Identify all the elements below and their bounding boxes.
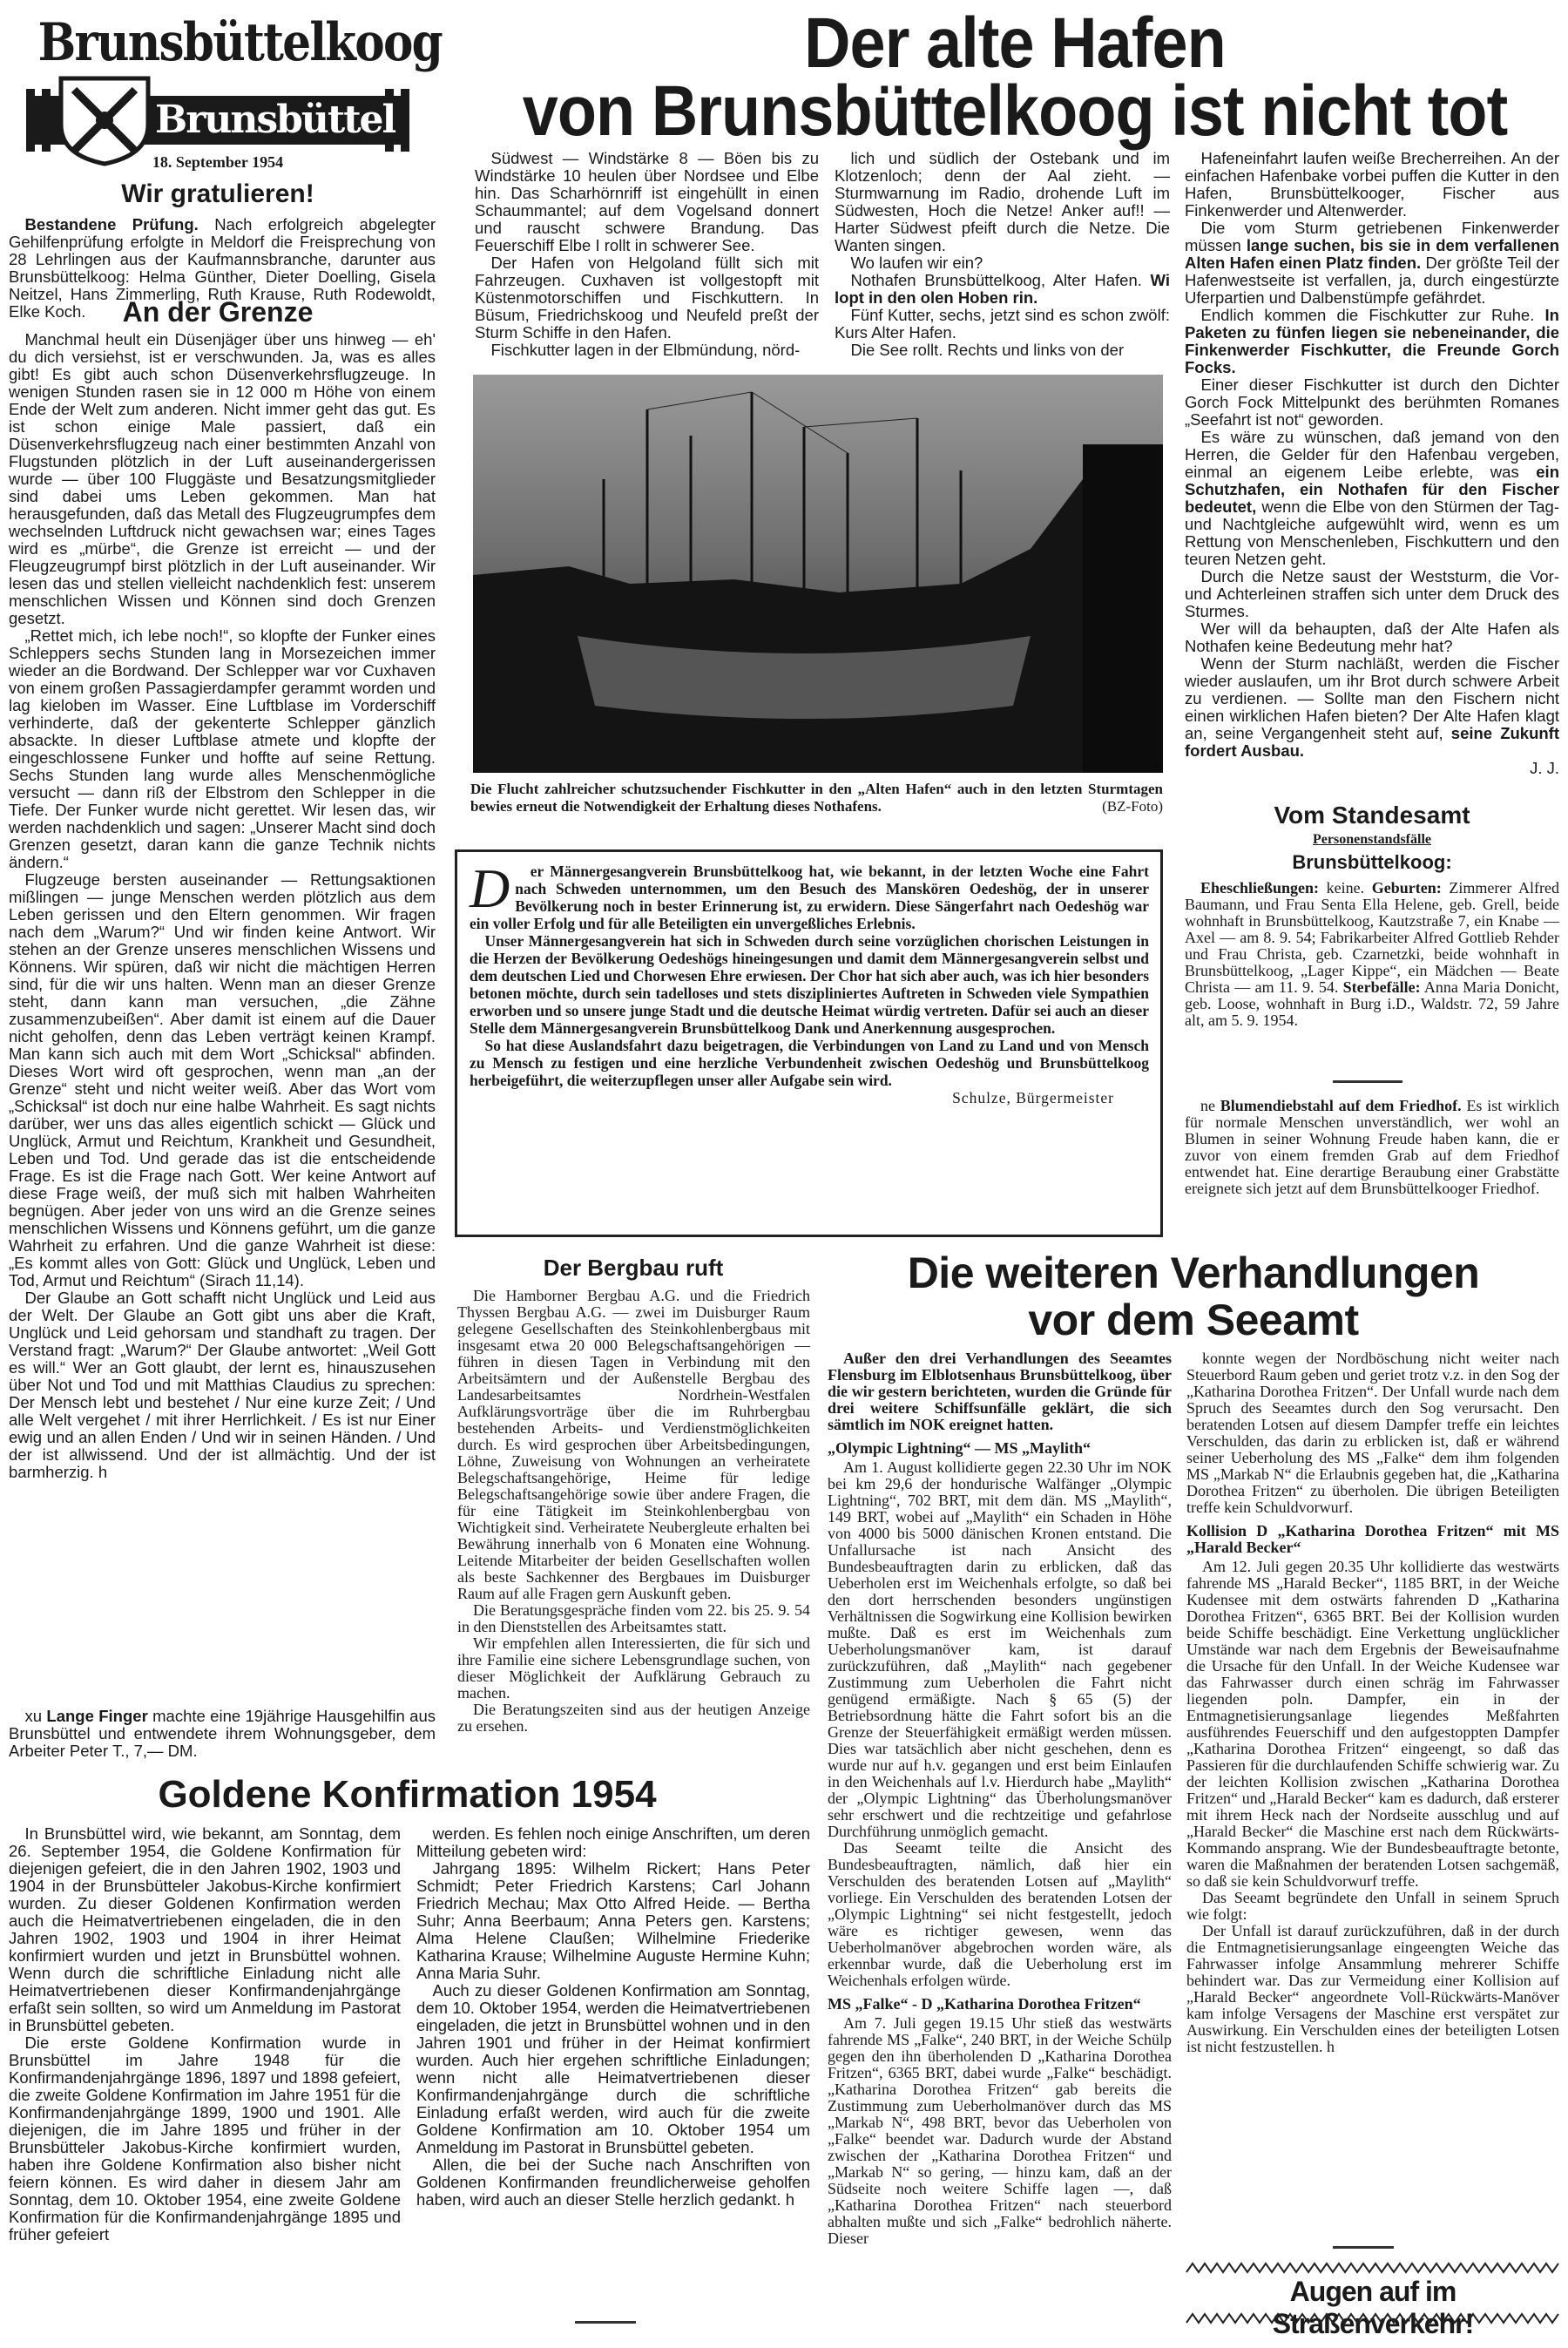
- paragraph: [416, 1860, 810, 1982]
- paragraph: [835, 342, 1170, 359]
- text: Die Beratungsgespräche finden vom 22. bis 25. 9. 54 in den Dienststellen des Arbeitsamtes statt.: [457, 1601, 810, 1635]
- text: Einer dieser Fischkutter ist durch den Dichter Gorch Fock Mittelpunkt des berühmten Romanes „Seefahrt ist not“ geworden.: [1185, 376, 1559, 429]
- text: Es ist wirklich für normale Menschen unverständlich, wer wohl an Blumen in seiner Wohnung Freude haben kann, die er zuvor von einem fremden Grab auf dem Friedhof entwendet hat. Eine derartige Beraubung einer Grabstätte ereignete sich jetzt auf dem Brunsbüttelkooger Friedhof.: [1185, 1097, 1559, 1197]
- paragraph: [475, 254, 819, 342]
- maennergesangverein-box: [455, 849, 1163, 1237]
- text: Das Seeamt begründete den Unfall in seinem Spruch wie folgt:: [1186, 1889, 1559, 1923]
- text: Der Unfall ist darauf zurückzuführen, daß in der durch die Entmagnetisierungsanlage eingeengten Weiche das Fahrwasser infolge Ansammlung mehrerer Schiffe behindert war. Das zur Vermeidung einer Kollision auf „Harald Becker“ angeordnete Voll-Rückwärts-Manöver kam infolge Versagens der Maschine erst verspätet zur Auswirkung. Ein Verschulden eines der beteiligten Lotsen ist nicht festzustellen. h: [1186, 1922, 1559, 2055]
- text: Anna Maria Donicht, geb. Loose, wohnhaft in Burg i.D., Waldstr. 72, 59 Jahre alt, am 5. 9. 1954.: [1185, 978, 1560, 1029]
- text: MS „Falke“ - D „Katharina Dorothea Fritzen“: [828, 1995, 1141, 2013]
- divider: [1333, 1080, 1402, 1083]
- text: Flugzeuge bersten auseinander — Rettungsaktionen mißlingen — junge Menschen werden plötzlich aus dem Leben gerissen und den Eltern genommen. Wir fragen nach dem „Warum?“ Und wir finden keine Antwort. Wir stehen an der Grenze unseres menschlichen Wissens und Könnens. Wir spüren, daß wir nicht die mächtigen Herren sind, für die wir uns halten. Wenn man an dieser Grenze steht, dann kann man versuchen, „die Zähne zusammenzubeißen“. Aber damit ist einem auf die Dauer nicht geholfen, denn das Leben verträgt keinen Krampf. Man kann sich auch mit dem Wort „Schicksal“ abfinden. Dieses Wort wird oft gesprochen, wenn man „an der Grenze“ steht und nicht weiter weiß. Aber das Wort vom „Schicksal“ ist doch nur eine halbe Wahrheit. Es sagt nichts darüber, wer uns das alles eigentlich schickt — Glück und Unglück, Armut und Reichtum, Krankheit und Gesundheit, Leben und Tod. Und gerade das ist die entscheidende Frage. Es ist die Frage nach Gott. Wer keine Antwort auf diese Frage weiß, der muß sich mit halben Wahrheiten begnügen. Aber jeder von uns wird an die Grenze seines menschlichen Wissens und Könnens geführt, um die ganze Wahrheit zu erfahren. Und die ganze Wahrheit ist diese: „Es kommt alles von Gott: Glück und Unglück, Leben und Tod, Armut und Reichtum“ (Sirach 11,14).: [9, 870, 436, 1289]
- goldene-column-2: [416, 1825, 810, 2313]
- text: lich und südlich der Ostebank und im Klotzenloch; denn der Aal zieht. — Sturmwarnung im Radio, drohende Luft im Südwesten, Hoch die Netze! Anker auf!! — Harter Südwest pfeift durch die Netze. Die Wanten singen.: [835, 149, 1170, 254]
- text: Der Hafen von Helgoland füllt sich mit Fahrzeugen. Cuxhaven ist vollgestopft mit Küstenmotorschiffen und Fischkuttern. In Büsum, Friedrichskoog und Neufeld preßt der Sturm Schiffe in den Hafen.: [475, 254, 819, 342]
- divider: [1333, 2246, 1394, 2249]
- text: machte eine 19jährige Hausgehilfin aus Brunsbüttel und entwendete ihrem Wohnungsgeber, dem Arbeiter Peter T., 7,— DM.: [9, 1707, 436, 1760]
- subheading: [1186, 1523, 1559, 1556]
- subheading: [828, 1996, 1172, 2013]
- bold-text: Außer den drei Verhandlungen des Seeamtes Flensburg im Elblotsenhaus Brunsbüttelkoog, über die wir gestern berichteten, wurden die Gründe für drei weitere Schiffsunfälle geklärt, die sich sämtlich im NOK ereignet hatten.: [828, 1350, 1172, 1433]
- text: keine.: [1319, 879, 1372, 897]
- bold-text: So hat diese Auslandsfahrt dazu beigetragen, die Verbindungen von Land zu Land und von Mensch zu Mensch zu festigen und eine herzliche Verbundenheit zwischen Oedeshög und Brunsbüttelkoog herbeigeführt, die weiterzupflegen unser aller Aufgabe sein wird.: [470, 1037, 1149, 1089]
- text: Es wäre zu wünschen, daß jemand von den Herren, die Gelder für den Hafenbau vergeben, einmal an eigenem Leibe erlebte, was: [1185, 428, 1559, 481]
- bold-text: er Männergesangverein Brunsbüttelkoog hat, wie bekannt, in der letzten Woche eine Fahrt nach Schweden unternommen, um den Besuch des Manskören Oedeshög, der in unserer Bevölkerung noch in bester Erinnerung ist, zu erwidern. Diese Sängerfahrt nach Oedeshög war ein voller Erfolg und für alle Beteiligten ein unvergeßliches Erlebnis.: [470, 863, 1149, 932]
- text: „Olympic Lightning“ — MS „Maylith“: [828, 1439, 1092, 1457]
- paragraph: [470, 932, 1149, 1037]
- heading-bergbau: Der Bergbau ruft: [543, 1255, 724, 1281]
- paragraph: [1185, 376, 1559, 429]
- text: Wo laufen wir ein?: [850, 254, 983, 272]
- hafen-column-2: [835, 150, 1170, 372]
- traffic-safety-slogan: Augen auf im Straßenverkehr!: [1272, 2276, 1474, 2339]
- paragraph: [9, 331, 436, 627]
- hafen-column-3: [1185, 150, 1559, 799]
- text: ne: [1200, 1097, 1220, 1114]
- text: Die Beratungszeiten sind aus der heutigen Anzeige zu ersehen.: [457, 1701, 810, 1735]
- heading-seeamt-line-2: vor dem Seeamt: [1028, 1296, 1359, 1344]
- paragraph: [1186, 1559, 1559, 1890]
- zigzag-border-top: [1186, 2262, 1559, 2274]
- heading-seeamt-line-1: Die weiteren Verhandlungen: [907, 1248, 1480, 1297]
- photo-credit: (BZ-Foto): [1102, 798, 1163, 815]
- text: Durch die Netze saust der Weststurm, die Vor- und Achterleinen straffen sich unter dem Druck des Sturmes.: [1185, 567, 1559, 620]
- masthead-title: Brunsbüttelkoog: [37, 12, 443, 73]
- paragraph: [835, 272, 1170, 307]
- heading-an-der-grenze: An der Grenze: [122, 296, 314, 328]
- paragraph: [828, 1459, 1172, 1840]
- harbor-photo: [473, 375, 1163, 773]
- goldene-column-1: [9, 1825, 401, 2339]
- paragraph: [1186, 1890, 1559, 1923]
- article-bergbau: [457, 1288, 810, 1745]
- headline-line-2: von Brunsbüttelkoog ist nicht tot: [522, 71, 1508, 151]
- text: Wenn der Sturm nachläßt, werden die Fischer wieder auslaufen, um ihr Brot durch schwere Arbeit zu verdienen. — Sollte man den Fischern nicht einen wirklichen Hafen bieten? Der Alte Hafen klagt an, seine Vergangenheit steht auf,: [1185, 654, 1559, 742]
- paragraph: [416, 1982, 810, 2156]
- paragraph: [1185, 655, 1559, 760]
- bold-text: Sterbefälle:: [1342, 978, 1421, 996]
- standesamt-entries: [1185, 880, 1559, 1067]
- bold-text: Eheschließungen:: [1200, 879, 1320, 897]
- issue-date: 18. September 1954: [152, 153, 284, 171]
- paragraph: [457, 1602, 810, 1635]
- text: Fünf Kutter, sechs, jetzt sind es schon zwölf: Kurs Alter Hafen.: [835, 306, 1170, 342]
- bold-text: Blumendiebstahl auf dem Friedhof.: [1220, 1097, 1462, 1114]
- paragraph: [9, 871, 436, 1289]
- masthead-crest-row: [26, 77, 409, 164]
- paragraph: [9, 2034, 401, 2243]
- text: „Rettet mich, ich lebe noch!“, so klopfte der Funker eines Schleppers sechs Stunden lang in Morsezeichen immer wieder an die Bordwand. Der Schlepper war vor Cuxhaven von einem großen Passagierdampfer gerammt worden und lag kieloben im Wasser. Eine Luftblase im Vorderschiff verhinderte, daß der gekenterte Schlepper gänzlich absackte. In dieser Luftblase atmete und klopfte der eingeschlossene Funker und hoffte auf seine Rettung. Sechs Stunden lang wurde alles Menschenmögliche versucht — dann riß der Elbstrom den Schlepper in die Tiefe. Der Funker wurde nicht gerettet. Wir lesen das, wir werden nachdenklich und sagen: „Unserer Macht sind doch Grenzen gesetzt, daran kann die ganze Technik nichts ändern.“: [9, 626, 436, 871]
- text: Der größte Teil der Hafenwestseite ist verfallen, ja, durch eingestürzte Uferpartien und Dalbenstümpfe gefährdet.: [1185, 254, 1559, 307]
- article-lange-finger: [9, 1708, 436, 1763]
- paragraph: [828, 2015, 1172, 2247]
- text: Südwest — Windstärke 8 — Böen bis zu Windstärke 10 heulen über Nordsee und Elbe hin. Das Scharhörnriff ist eingehüllt in einen Schaummantel; auf dem Vogelsand donnert und rauscht schwere Brandung. Das Feuerschiff Elbe I rollt in schwerer See.: [475, 149, 819, 254]
- signature: Schulze, Bürgermeister: [952, 1089, 1114, 1106]
- subheading: [828, 1440, 1172, 1457]
- text: xu: [24, 1707, 47, 1725]
- paragraph: [1185, 220, 1559, 307]
- paragraph: [828, 1840, 1172, 1989]
- seeamt-column-2: [1186, 1350, 1559, 2235]
- text: Wir empfehlen allen Interessierten, die für sich und ihre Familie eine sichere Lebensgrundlage suchen, von dieser Möglichkeit der Aufklärung Gebrauch zu machen.: [457, 1634, 810, 1702]
- headline-line-1: Der alte Hafen: [804, 3, 1226, 83]
- paragraph: [9, 1289, 436, 1481]
- text: Nach erfolgreich abgelegter Gehilfenprüfung erfolgte in Meldorf die Freisprechung von 28 Lehrlingen aus der Kaufmannsbranche, darunter aus Brunsbüttelkoog: Helma Günther, Dieter Doelling, Gisela Neitzel, Hans Zimmerling, Ruth Krause, Ruth Rodewoldt, Elke Koch.: [9, 215, 436, 321]
- heading-wir-gratulieren: Wir gratulieren!: [121, 179, 314, 208]
- text: wenn die Elbe von den Stürmen der Tag- und Nachtgleiche aufgewühlt wird, wenn es um Rettung von Menschenleben, Fischkuttern und den teuren Netzen geht.: [1185, 497, 1559, 568]
- paragraph: [9, 627, 436, 871]
- drop-cap: D: [470, 857, 510, 919]
- bold-text: Geburten:: [1371, 879, 1442, 897]
- zigzag-border-bottom: [1186, 2312, 1559, 2324]
- paragraph: [457, 1702, 810, 1735]
- text: Zimmerer Alfred Baumann, und Frau Senta Ella Helene, geb. Grell, beide wohnhaft in Brunsbüttelkoog, Kautzstraße 7, ein Knabe — Axel — am 8. 9. 54; Fabrikarbeiter Alfred Gottlieb Rehder und Frau Christa, geb. Czarnetzki, beide wohnhaft in Brunsbüttelkoog, „Lager Kippe“, ein Mädchen — Beate Christa — am 11. 9. 54.: [1185, 879, 1559, 996]
- article-an-der-grenze: [9, 331, 436, 1686]
- paragraph: [835, 254, 1170, 272]
- paragraph: [416, 2156, 810, 2209]
- paragraph: [416, 1825, 810, 1860]
- text: Kollision D „Katharina Dorothea Fritzen“ mit MS „Harald Becker“: [1186, 1522, 1559, 1556]
- text: Wer will da behaupten, daß der Alte Hafen als Nothafen keine Bedeutung mehr hat?: [1185, 619, 1559, 655]
- text: Am 12. Juli gegen 20.35 Uhr kollidierte das westwärts fahrende MS „Harald Becker“, 1185 BRT, in der Weiche Kudensee mit dem ostwärts fahrenden D „Katharina Dorothea Fritzen“, 6365 BRT. Bei der Kollision wurden beide Schiffe beschädigt. Eine Verkettung unglücklicher Umstände war nach dem Ergebnis der Beweisaufnahme die Ursache für den Unfall. In der Weiche Kudensee war das Fahrwasser durch einen schräg im Fahrwasser liegenden poln. Dampfer, ein in der Entmagnetisierungsanlage liegendes Meßfahrten ausführendes Feuerschiff und den aufgestoppten Dampfer „Katharina Dorothea Fritzen“ eingeengt, so daß das Passieren für die durchlaufenden Schiffe schwierig war. Zu der leichten Kollision zwischen „Katharina Dorothea Fritzen“ und „Harald Becker“ kam es dadurch, daß ersterer mit ihrem Heck nach der Nordseite ausschlug und auf „Harald Becker“ die Maschine erst nach dem Rückwärts-Kommando ansprang. Wie der Bundesbeauftragte betonte, waren die Maßnahmen der beratenden Lotsen sachgemäß, so daß sie kein Schuldvorwurf treffe.: [1186, 1558, 1559, 1890]
- paragraph: [1185, 568, 1559, 620]
- paragraph: [1185, 307, 1559, 376]
- heading-goldene-konfirmation: Goldene Konfirmation 1954: [158, 1773, 657, 1816]
- paragraph: [1185, 620, 1559, 655]
- bold-text: seine Zukunft fordert Ausbau.: [1185, 724, 1560, 760]
- article-blumendiebstahl: [1185, 1098, 1559, 1207]
- text: Die See rollt. Rechts und links von der: [850, 341, 1125, 359]
- maennergesangverein-paragraphs: [470, 857, 1149, 1089]
- paragraph: [470, 1037, 1149, 1089]
- standesamt-subheading: Personenstandsfälle: [1313, 832, 1431, 847]
- text: Die vom Sturm getriebenen Finkenwerder müssen: [1185, 219, 1559, 254]
- text: Manchmal heult ein Düsenjäger über uns hinweg — eh' du dich versiehst, ist er verschwunden. Ja, was es alles gibt! Es gibt auch schon Düsenverkehrsflugzeuge. In wenigen Stunden rasen sie in 12 000 m Höhe von einem Ende der Welt zum anderen. Nicht immer geht das gut. Es ist schon einige Male passiert, daß ein Düsenverkehrsflugzeug nach einer bestimmten Anzahl von Flugstunden plötzlich in der Luft auseinandergerissen wurde — über 100 Fluggäste und Besatzungsmitglieder sind dabei ums Leben gekommen. Man hat herausgefunden, daß das Metall des Flugzeugrumpfes dem wechselnden Luftdruck nicht gewachsen war; eines Tages wird es „mürbe“, die Grenze ist erreicht — und der Fleugzeugrumpf birst plötzlich in der Luft auseinander. Wir lesen das und stellen vielleicht nachdenklich fest: unserem menschlichen Wissen und Können sind doch Grenzen gesetzt.: [9, 330, 436, 627]
- text: Jahrgang 1895: Wilhelm Rickert; Hans Peter Schmidt; Peter Friedrich Karstens; Carl Johann Friedrich Mechau; Max Otto Alfred Heide. — Bertha Suhr; Anna Beerbaum; Anna Peters gen. Karstens; Alma Helene Claußen; Wilhelmine Friederike Katharina Krause; Wilhelmine Auguste Hermine Kuhn; Anna Maria Suhr.: [416, 1859, 810, 1982]
- divider: [575, 2321, 636, 2324]
- paragraph: [1185, 1098, 1559, 1197]
- text: Auch zu dieser Goldenen Konfirmation am Sonntag, dem 10. Oktober 1954, werden die Heimatvertriebenen eingeladen, die jetzt in Brunsbüttel wohnen und in den Jahren 1901 und früher in der Heimat konfirmiert wurden. Auch hier ergehen schriftliche Einladungen; wenn nicht alle Heimatvertriebenen dieser Konfirmandenjahrgänge durch die schriftliche Einladung erfaßt werden, wird auch für die zweite Goldene Konfirmation am 10. Oktober 1954 um Anmeldung im Pastorat in Brunsbüttel gebeten.: [416, 1981, 810, 2156]
- bold-text: Bestandene Prüfung.: [24, 215, 199, 233]
- text: konnte wegen der Nordböschung nicht weiter nach Steuerbord Raum geben und geriet trotz v.z. in den Sog der „Katharina Dorothea Fritzen“. Der Unfall wurde nach dem Spruch des Seeamtes durch den Sog verursacht. Den beratenden Lotsen auf diesem Dampfer treffe ein leichtes Verschulden, das darin zu erblicken ist, daß er während seiner Ueberholung des MS „Falke“ dem ihm folgenden MS „Markab N“ die Erlaubnis gegeben hat, die „Katharina Dorothea Fritzen“ zu überholen. Die übrigen Beteiligten treffe kein Schuldvorwurf.: [1186, 1350, 1559, 1516]
- paragraph: [1186, 1350, 1559, 1516]
- hafen-column-1: [475, 150, 819, 372]
- paragraph: [457, 1288, 810, 1602]
- bold-text: lange suchen, bis sie in dem verfallenen Alten Hafen einen Platz finden.: [1185, 236, 1559, 272]
- paragraph: [9, 1825, 401, 2034]
- bold-text: Wi lopt in den olen Hoben rin.: [835, 271, 1170, 307]
- text: Endlich kommen die Fischkutter zur Ruhe.: [1200, 306, 1545, 324]
- paragraph: [457, 1635, 810, 1702]
- paragraph: [835, 307, 1170, 342]
- caption-text: Die Flucht zahlreicher schutzsuchender Fischkutter in den „Alten Hafen“ auch in den letzten Sturmtagen bewies erneut die Notwendigkeit der Erhaltung dieses Nothafens.: [470, 781, 1163, 815]
- bold-text: In Paketen zu fünfen liegen sie nebeneinander, die Finkenwerder Fischkutter, die Freunde Gorch Focks.: [1185, 306, 1559, 376]
- paragraph: [1185, 150, 1559, 220]
- text: Der Glaube an Gott schafft nicht Unglück und Leid aus der Welt. Der Glaube an Gott gibt uns aber die Kraft, Unglück und Leid gehorsam und standhaft zu tragen. Der Verstand fragt: „Warum?“ Der Glaube antwortet: „Weil Gott es will.“ Wer an Gott glaubt, der lernt es, hinauszusehen über Not und Tod und mit Matthias Claudius zu sprechen: Der Mensch lebt und bestehet / Nur eine kurze Zeit; / Und alle Welt vergehet / mit ihrer Herrlichkeit. / Es ist nur Einer ewig und an allen Enden / Und wir in seinen Händen. / Und der ist allwissend. Und der ist allmächtig. Und der ist barmherzig. h: [9, 1289, 436, 1481]
- paragraph: [475, 150, 819, 254]
- text: Am 7. Juli gegen 19.15 Uhr stieß das westwärts fahrende MS „Falke“, 240 BRT, in der Weiche Schülp gegen den ihn überholenden D „Katharina Dorothea Fritzen“, 6365 BRT, dabei wurde „Falke“ beschädigt. „Katharina Dorothea Fritzen“ gab bereits die Zustimmung zum Ueberholmanöver durch das MS „Markab N“, 498 BRT, bevor das Ueberholen von „Falke“ beendet war. Dadurch wurde der Abstand zwischen der „Katharina Dorothea Fritzen“ und „Markab N“ so gering, — hinzu kam, daß an der Südseite noch weitere Schiffe lagen —, daß „Katharina Dorothea Fritzen“ nach steuerbord abhalten mußte und sich „Falke“ bedrohlich näherte. Dieser: [828, 2014, 1172, 2247]
- text: Am 1. August kollidierte gegen 22.30 Uhr im NOK bei km 29,6 der hondurische Walfänger „Olympic Lightning“, 702 BRT, mit dem dän. MS „Maylith“, 149 BRT, wobei auf „Maylith“ ein Schaden in Höhe von 4000 bis 5000 dänischen Kronen entstand. Die Unfallursache ist nach Ansicht des Bundesbeauftragten darin zu erblicken, daß das Ueberholen erst im Weichenhals erfolgte, so daß bei den dort herrschenden besonders ungünstigen Verhältnissen die Sogwirkung eine Kollision bewirken mußte. Daß es erst im Weichenhals zum Ueberholungsmanöver kam, ist darauf zurückzuführen, daß „Maylith“ nach gegebener Zustimmung zum Ueberholen die Fahrt nicht genügend ermäßigte. Nach § 65 (5) der Betriebsordnung hätte die Fahrt sofort bis an die Grenze der Steuerfähigkeit ermäßigt werden müssen. Dies war tatsächlich aber nicht geschehen, denn es wurde nur auf h.v. gegangen und erst beim Einlaufen in den Weichenhals auf l.v. Hierdurch habe „Maylith“ der „Olympic Lightning“ das Überholungsmanöver sehr erschwert und die rechtzeitige und gefahrlose Durchführung unmöglich gemacht.: [828, 1458, 1172, 1840]
- text: In Brunsbüttel wird, wie bekannt, am Sonntag, dem 26. September 1954, die Goldene Konfirmation für diejenigen gefeiert, die in den Jahren 1902, 1903 und 1904 in der Brunsbütteler Jakobus-Kirche konfirmiert wurden. Zu dieser Goldenen Konfirmation werden auch die Heimatvertriebenen eingeladen, die in den Jahren 1902, 1903 und 1904 in ihrer Heimat konfirmiert wurden und jetzt in Brunsbüttel wohnen. Wenn durch die schriftliche Einladung nicht alle Heimatvertriebenen dieser Konfirmandenjahrgänge erfaßt sein sollten, so wird um Anmeldung im Pastorat in Brunsbüttel gebeten.: [9, 1824, 401, 2034]
- paragraph: [1185, 760, 1559, 777]
- paragraph: [828, 1350, 1172, 1433]
- paragraph: [1186, 1923, 1559, 2055]
- standesamt-place: Brunsbüttelkoog:: [1292, 851, 1452, 873]
- paragraph: [1185, 880, 1559, 1029]
- text: Nothafen Brunsbüttelkoog, Alter Hafen.: [850, 271, 1151, 289]
- photo-caption: [470, 781, 1163, 815]
- bold-text: Unser Männergesangverein hat sich in Schweden durch seine vorzüglichen chorischen Leistungen in die Herzen der Bevölkerung Oedeshögs hineingesungen und damit dem Männergesangverein selbst und dem deutschen Lied und Chorwesen Ehre erwiesen. Der Chor hat sich aber auch, was ich hier besonders betonen möchte, durch sein tadelloses und stets diszipliniertes Auftreten in Schweden viele Sympathien erworben und so unsere junge Stadt und die deutsche Heimat würdig vertreten. Dafür sei auch an dieser Stelle dem Männergesangverein Brunsbüttelkoog Dank und Anerkennung ausgesprochen.: [470, 932, 1149, 1037]
- heading-vom-standesamt: Vom Standesamt: [1274, 802, 1470, 829]
- text: J. J.: [1530, 759, 1559, 777]
- bold-text: ein Schutzhafen, ein Nothafen für den Fischer bedeutet,: [1185, 463, 1559, 516]
- text: Die Hamborner Bergbau A.G. und die Friedrich Thyssen Bergbau A.G. — zwei im Duisburger Raum gelegene Gesellschaften des Steinkohlenbergbaus mit insgesamt etwa 20 000 Belegschaftsangehörigen — führen in diesen Tagen in Verbindung mit den Arbeitsämtern und der Außenstelle Bergbau des Landesarbeitsamtes Nordrhein-Westfalen Aufklärungsvorträge über die im Ruhrbergbau bestehenden Arbeits- und Verdienstmöglichkeiten durch. Es wird gesprochen über Arbeitsbedingungen, Löhne, Zuweisung von Wohnungen an verheiratete Belegschaftsangehörige, Heime für ledige Belegschaftsangehörige sowie über andere Fragen, die für eine Tätigkeit im Steinkohlenbergbau von Wichtigkeit sind. Verheiratete Neubergleute erhalten bei Bewährung innerhalb von 6 Monaten eine Wohnung. Leitende Mitarbeiter der beiden Gesellschaften wollen als beste Sachkenner des Bergbaues im Duisburger Raum auf alle Fragen gern Auskunft geben.: [457, 1287, 810, 1602]
- paragraph: [835, 150, 1170, 254]
- paragraph: [9, 1708, 436, 1760]
- text: Hafeneinfahrt laufen weiße Brecherreihen. An der einfachen Hafenbake vorbei puffen die Kutter in den Hafen, Brunsbüttelkooger, Fischer aus Finkenwerder und Altenwerder.: [1185, 149, 1559, 220]
- paragraph: [470, 857, 1149, 932]
- text: Die erste Goldene Konfirmation wurde in Brunsbüttel im Jahre 1948 für die Konfirmandenjahrgänge 1896, 1897 und 1898 gefeiert, die zweite Goldene Konfirmation im Jahre 1951 für die Konfirmandenjahrgänge 1899, 1900 und 1901. Alle diejenigen, die im Jahre 1895 und früher in der Brunsbütteler Jakobus-Kirche konfirmiert wurden, haben ihre Goldene Konfirmation also bisher nicht feiern können. Es wird daher in diesem Jahr am Sonntag, dem 10. Oktober 1954, eine zweite Goldene Konfirmation für die Konfirmandenjahrgänge 1895 und früher gefeiert: [9, 2033, 401, 2243]
- seeamt-column-1: [828, 1350, 1172, 2339]
- text: Allen, die bei der Suche nach Anschriften von Goldenen Konfirmanden freundlicherweise geholfen haben, wird auch an dieser Stelle herzlich gedankt. h: [416, 2155, 810, 2209]
- text: Das Seeamt teilte die Ansicht des Bundesbeauftragten, nämlich, daß hier ein Verschulden des beratenden Lotsen auf „Maylith“ vorliege. Ein Verschulden des beratenden Lotsen der „Olympic Lightning“ sei nicht festgestellt, jedoch wäre es richtiger gewesen, wenn das Ueberholmanöver abgebrochen worden wäre, als erkennbar wurde, daß die Ueberholung erst im Weichenhals erfolgen würde.: [828, 1839, 1172, 1989]
- bold-text: Lange Finger: [46, 1707, 148, 1725]
- text: Fischkutter lagen in der Elbmündung, nörd-: [490, 341, 801, 359]
- paragraph: [1185, 429, 1559, 568]
- maennergesangverein-text: [470, 857, 1149, 1224]
- masthead-subtitle: Brunsbüttel: [155, 98, 395, 142]
- text: werden. Es fehlen noch einige Anschriften, um deren Mitteilung gebeten wird:: [416, 1824, 810, 1860]
- paragraph: [475, 342, 819, 359]
